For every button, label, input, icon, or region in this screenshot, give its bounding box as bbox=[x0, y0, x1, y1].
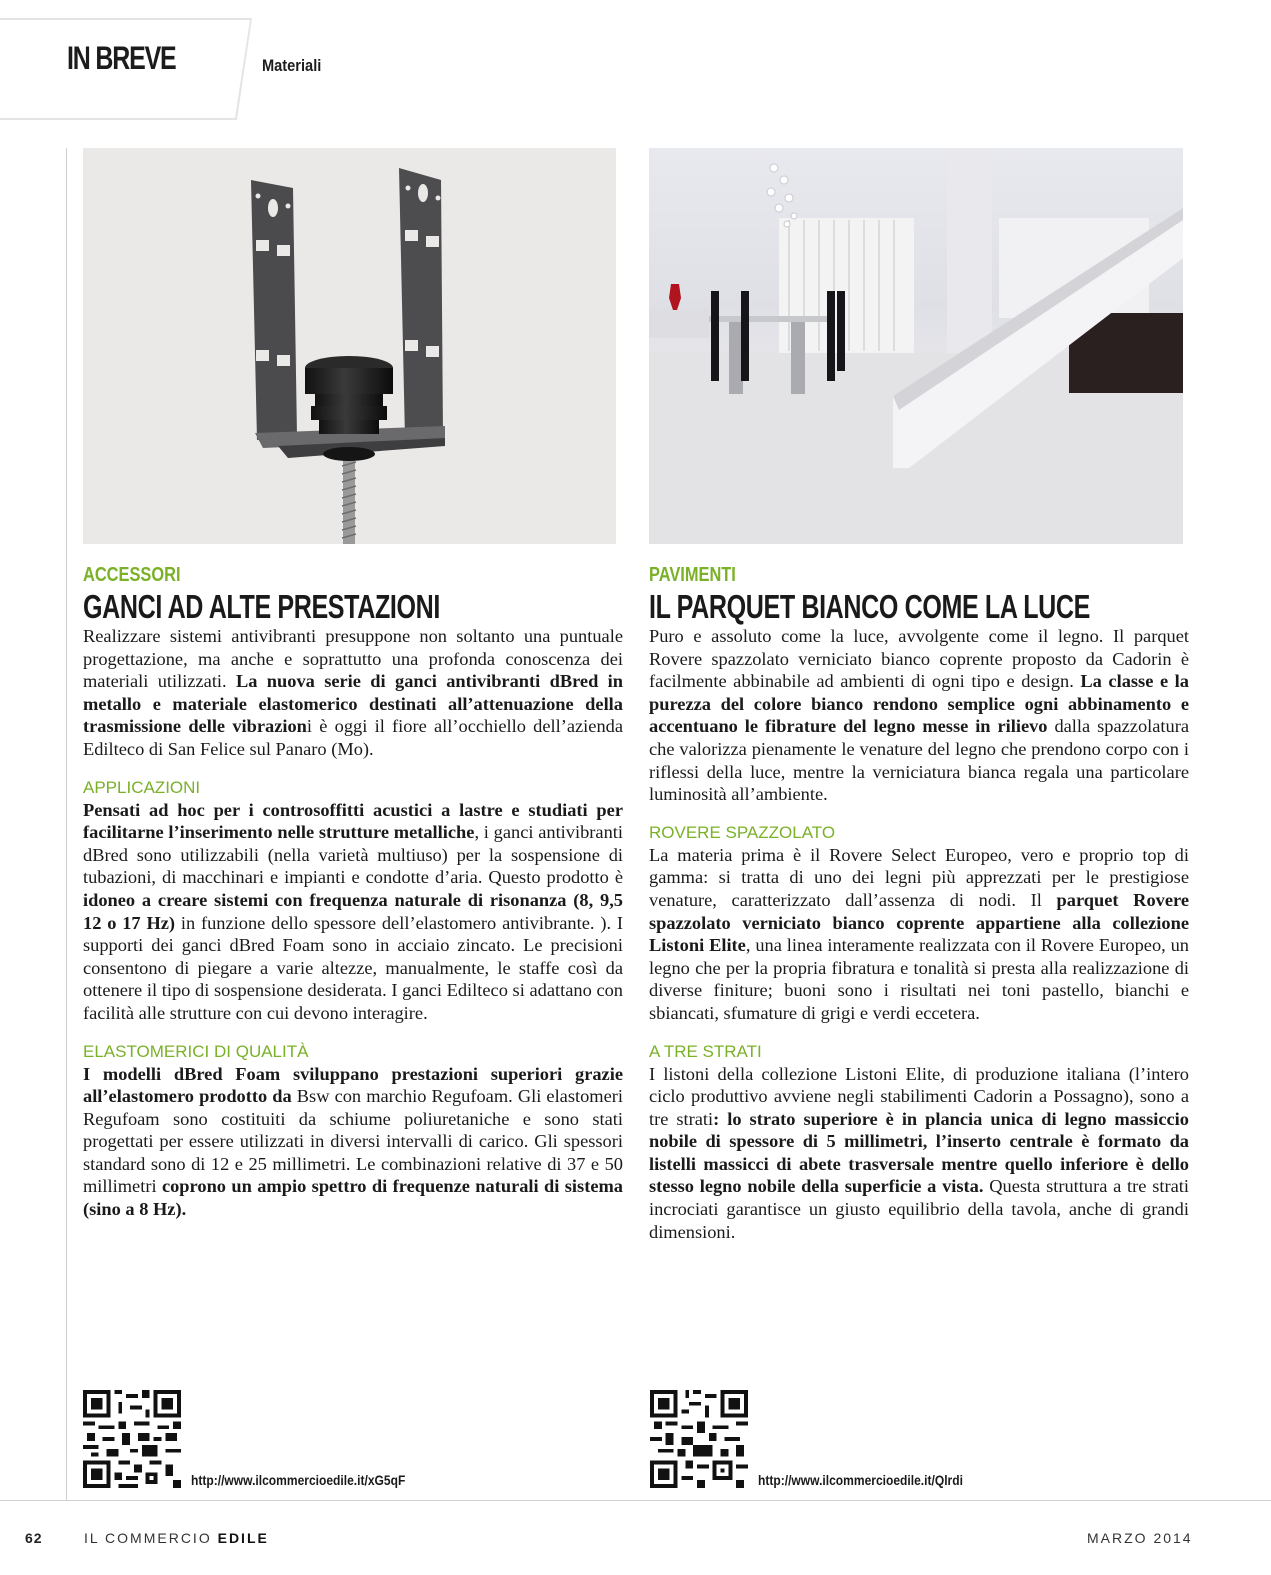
product-image-hanger bbox=[83, 148, 616, 544]
article-kicker: PAVIMENTI bbox=[649, 564, 736, 586]
magazine-name: IL COMMERCIO EDILE bbox=[84, 1530, 269, 1546]
qr-code-icon[interactable] bbox=[650, 1390, 748, 1488]
article-accessori bbox=[83, 563, 623, 1221]
product-image-parquet-interior bbox=[649, 148, 1183, 544]
article-lead: Puro e assoluto come la luce, avvolgente come il legno. Il parquet Rovere spazzolato verniciato bianco coprente proposto da Cadorin è facilmente abbinabile ad ambienti di ogni tipo e design. La classe e la purezza del colore bianco rendono semplice ogni abbinamento e accentuano le fibrature del legno messe in rilievo dalla spazzolatura che valorizza pienamente le venature del legno che prendono corpo con i riflessi della luce, mentre la verniciatura bianca regala una particolare luminosità all’ambiente. bbox=[649, 626, 1189, 805]
section-body: I modelli dBred Foam sviluppano prestazioni superiori grazie all’elastomero prodotto da Bsw con marchio Regufoam. Gli elastomeri Regufoam sono costituiti da schiume poliuretaniche e sono stati progettati per essere utilizzati in diversi intervalli di carico. Gli spessori standard sono di 12 e 25 millimetri. Le combinazioni relative di 37 e 50 millimetri coprono un ampio spettro di frequenze naturali di sistema (sino a 8 Hz). bbox=[83, 1063, 623, 1220]
page-number: 62 bbox=[25, 1530, 43, 1546]
subheading-elastomerici: ELASTOMERICI DI QUALITÀ bbox=[83, 1041, 309, 1061]
hanger-illustration bbox=[83, 148, 616, 544]
article-link[interactable]: http://www.ilcommercioedile.it/Qlrdi bbox=[758, 1472, 963, 1488]
article-link[interactable]: http://www.ilcommercioedile.it/xG5qF bbox=[191, 1472, 406, 1488]
section-body: La materia prima è il Rovere Select Europeo, vero e proprio top di gamma: si tratta di uno dei legni più apprezzati per le prestigiose venature, caratterizzato dall’assenza di nodi. Il parquet Rovere spazzolato verniciato bianco coprente appartiene alla collezione Listoni Elite, una linea interamente realizzata con il Rovere Europeo, un legno che per la propria fibratura e tonalità si presta alla realizzazione di diverse finiture; buoni sono i risultati nei toni pastello, bianchi e sbiancati, sfumature di grigi e verdi eccetera. bbox=[649, 844, 1189, 1023]
article-headline: IL PARQUET BIANCO COME LA LUCE bbox=[649, 588, 1090, 625]
subheading-rovere: ROVERE SPAZZOLATO bbox=[649, 822, 836, 842]
section-label: Materiali bbox=[262, 56, 322, 75]
subheading-tre-strati: A TRE STRATI bbox=[649, 1041, 762, 1061]
article-kicker: ACCESSORI bbox=[83, 564, 181, 586]
issue-date: MARZO 2014 bbox=[1087, 1530, 1193, 1546]
section-body: Pensati ad hoc per i controsoffitti acustici a lastre e studiati per facilitarne l’inserimento nelle strutture metalliche, i ganci antivibranti dBred sono utilizzabili (nella varietà multiuso) per la sospensione di tubazioni, di macchinari e impianti e condotte d’aria. Questo prodotto è idoneo a creare sistemi con frequenza naturale di risonanza (8, 9,5 12 o 17 Hz) in funzione dello spessore dell’elastomero antivibrante. ). I supporti dei ganci dBred Foam sono in acciaio zincato. Le precisioni consentono di piegare a varie altezze, manualmente, le staffe così da ottenere il tipo di sospensione desiderata. I ganci Edilteco si adattano con facilità alle strutture con cui devono interagire. bbox=[83, 799, 623, 1023]
article-headline: GANCI AD ALTE PRESTAZIONI bbox=[83, 588, 440, 625]
interior-illustration bbox=[649, 148, 1183, 544]
article-pavimenti bbox=[649, 563, 1189, 1243]
section-body: I listoni della collezione Listoni Elite, di produzione italiana (l’intero ciclo produttivo avviene negli stabilimenti Cadorin a Possagno), sono a tre strati: lo strato superiore è in plancia unica di legno massiccio nobile di spessore di 5 millimetri, l’inserto centrale è formato da listelli massicci di abete trasversale mentre quello inferiore è dello stesso legno nobile della superficie a vista. Questa struttura a tre strati incrociati garantisce un giusto equilibrio della tavola, anche di grandi dimensioni. bbox=[649, 1063, 1189, 1242]
page-title: IN BREVE bbox=[67, 40, 176, 76]
article-lead: Realizzare sistemi antivibranti presuppone non soltanto una puntuale progettazione, ma anche e soprattutto una profonda conoscenza dei materiali utilizzati. La nuova serie di ganci antivibranti dBred in metallo e materiale elastomerico destinati all’attenuazione della trasmissione delle vibrazioni è oggi il fiore all’occhiello dell’azienda Edilteco di San Felice sul Panaro (Mo). bbox=[83, 626, 624, 759]
subheading-applicazioni: APPLICAZIONI bbox=[83, 777, 201, 797]
column-divider bbox=[66, 148, 67, 1500]
footer-divider bbox=[0, 1500, 1271, 1501]
qr-code-icon[interactable] bbox=[83, 1390, 181, 1488]
